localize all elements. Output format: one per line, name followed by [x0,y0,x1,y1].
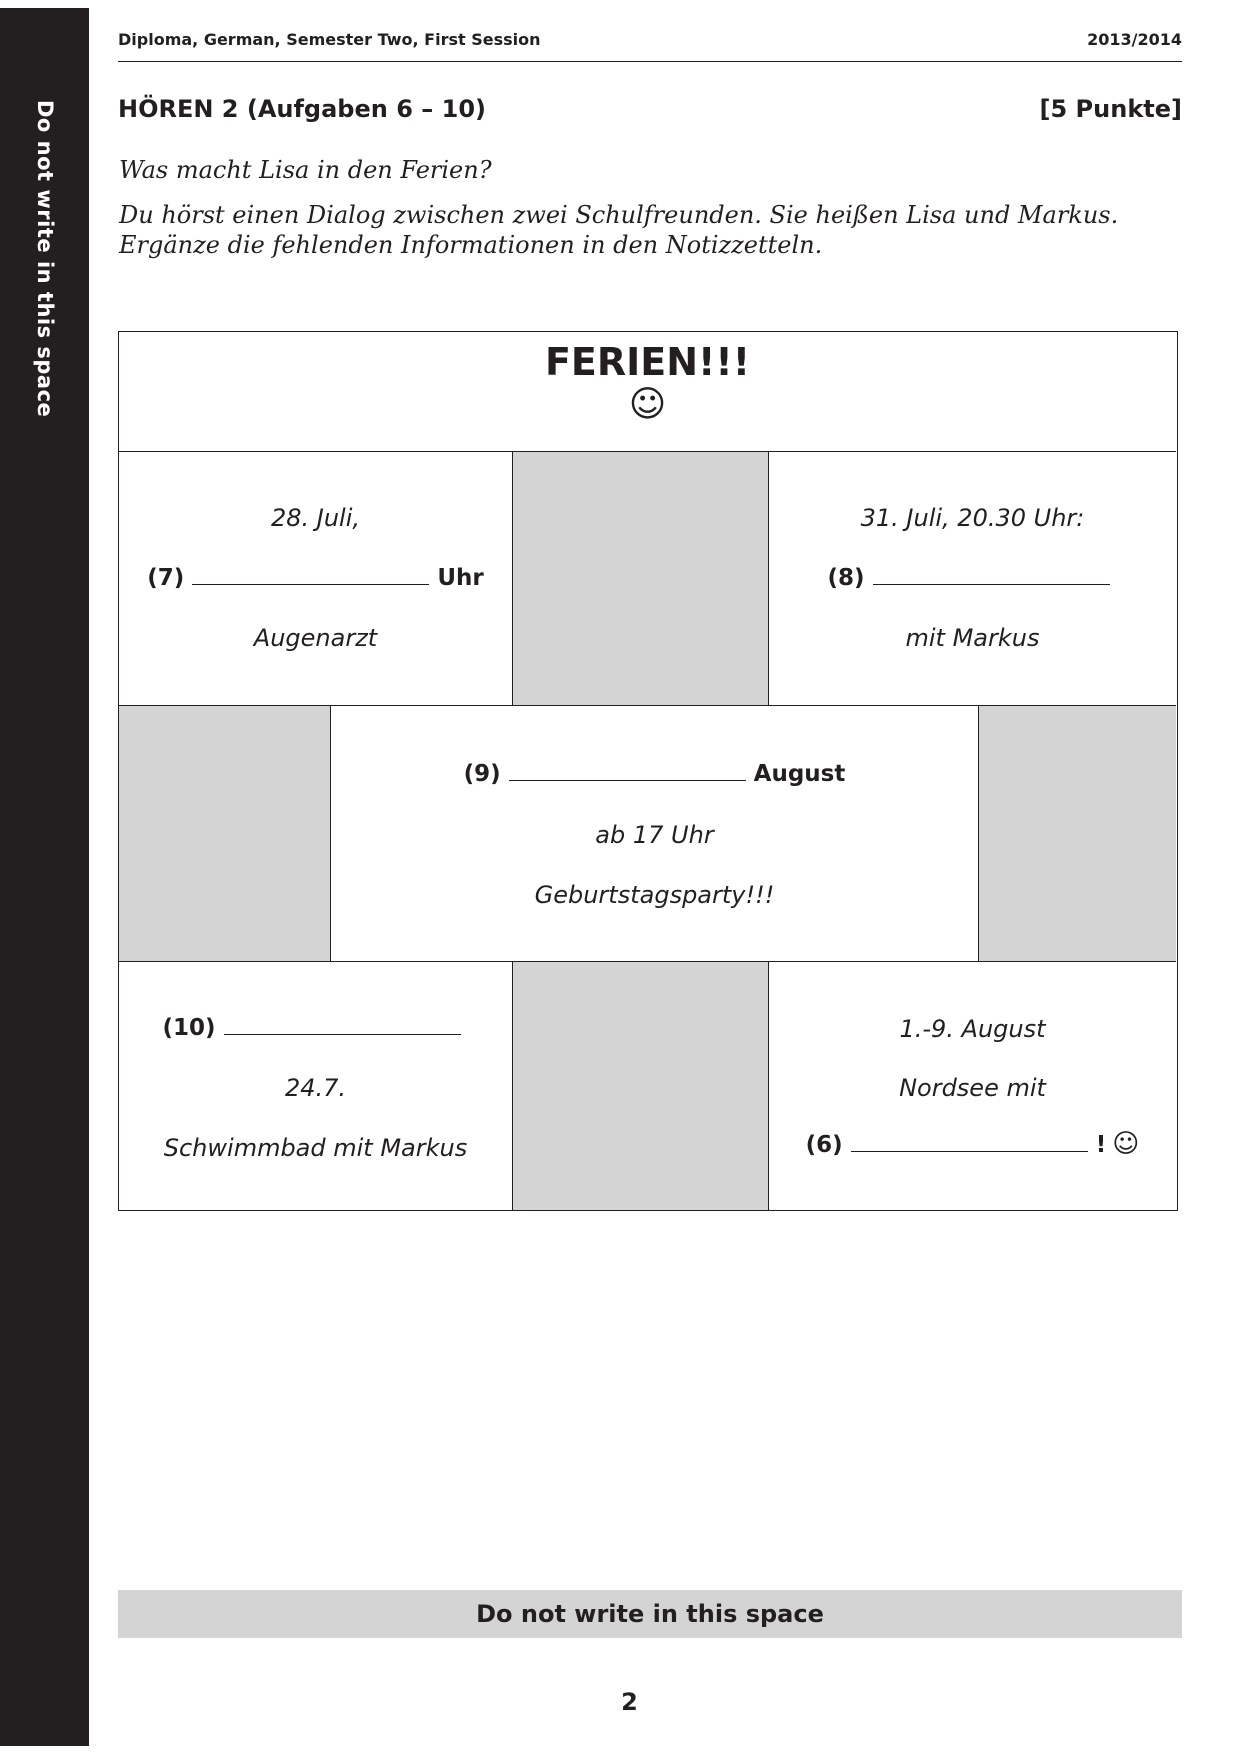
note-6-line [769,1129,1176,1159]
notes-grid [118,331,1178,1211]
note-10-label: (10) [162,1015,216,1041]
note-8-line [769,565,1176,591]
smiley-icon: ☺ [628,384,667,425]
note-9 [330,705,978,961]
answer-7-blank[interactable] [192,567,429,585]
smiley-icon: ☺ [1112,1129,1140,1159]
page-header [118,28,1182,62]
note-8 [768,451,1176,705]
task-instruction-line-2: Ergänze die fehlenden Informationen in den Notizzetteln. [119,231,823,259]
note-6-suffix: ! [1095,1132,1107,1158]
answer-9-blank[interactable] [509,763,746,781]
note-7-text: Augenarzt [253,624,378,652]
gray-block [512,451,768,705]
sidebar-text: Do not write in this space [33,100,57,418]
gray-block [512,961,768,1210]
gray-block [978,705,1176,961]
header-course: Diploma, German, Semester Two, First Session [118,30,541,49]
gray-block [119,705,330,961]
answer-6-blank[interactable] [851,1134,1088,1152]
note-10-text: Schwimmbad mit Markus [163,1134,468,1162]
task-instruction-line-1: Du hörst einen Dialog zwischen zwei Schulfreunden. Sie heißen Lisa und Markus. [119,201,1119,229]
note-10-date: 24.7. [284,1074,347,1102]
note-10 [119,961,512,1210]
note-9-suffix: August [753,761,846,787]
note-6-label: (6) [805,1132,843,1158]
note-7 [119,451,512,705]
section-title: HÖREN 2 (Aufgaben 6 – 10) [118,95,486,123]
note-8-text: mit Markus [905,624,1040,652]
section-points: [5 Punkte] [1039,95,1182,123]
page-number: 2 [621,1688,638,1716]
header-year: 2013/2014 [1087,30,1182,49]
answer-8-blank[interactable] [873,567,1110,585]
footer-bar: Do not write in this space [118,1590,1182,1638]
sidebar [0,8,89,1746]
note-6-text: Nordsee mit [899,1074,1046,1102]
note-9-label: (9) [463,761,501,787]
note-7-suffix: Uhr [437,565,484,591]
note-7-date: 28. Juli, [270,504,361,532]
note-8-date: 31. Juli, 20.30 Uhr: [860,504,1085,532]
note-6 [768,961,1176,1210]
note-9-time: ab 17 Uhr [595,821,714,849]
note-7-line [119,565,512,591]
note-10-line [119,1015,512,1041]
task-question: Was macht Lisa in den Ferien? [119,156,492,184]
answer-10-blank[interactable] [224,1017,461,1035]
note-8-label: (8) [827,565,865,591]
note-9-text: Geburtstagsparty!!! [534,881,775,909]
note-7-label: (7) [147,565,185,591]
note-9-line [331,761,978,787]
note-6-date: 1.-9. August [899,1015,1046,1043]
notes-heading: FERIEN!!! [544,340,751,384]
notes-heading-cell [119,332,1176,452]
